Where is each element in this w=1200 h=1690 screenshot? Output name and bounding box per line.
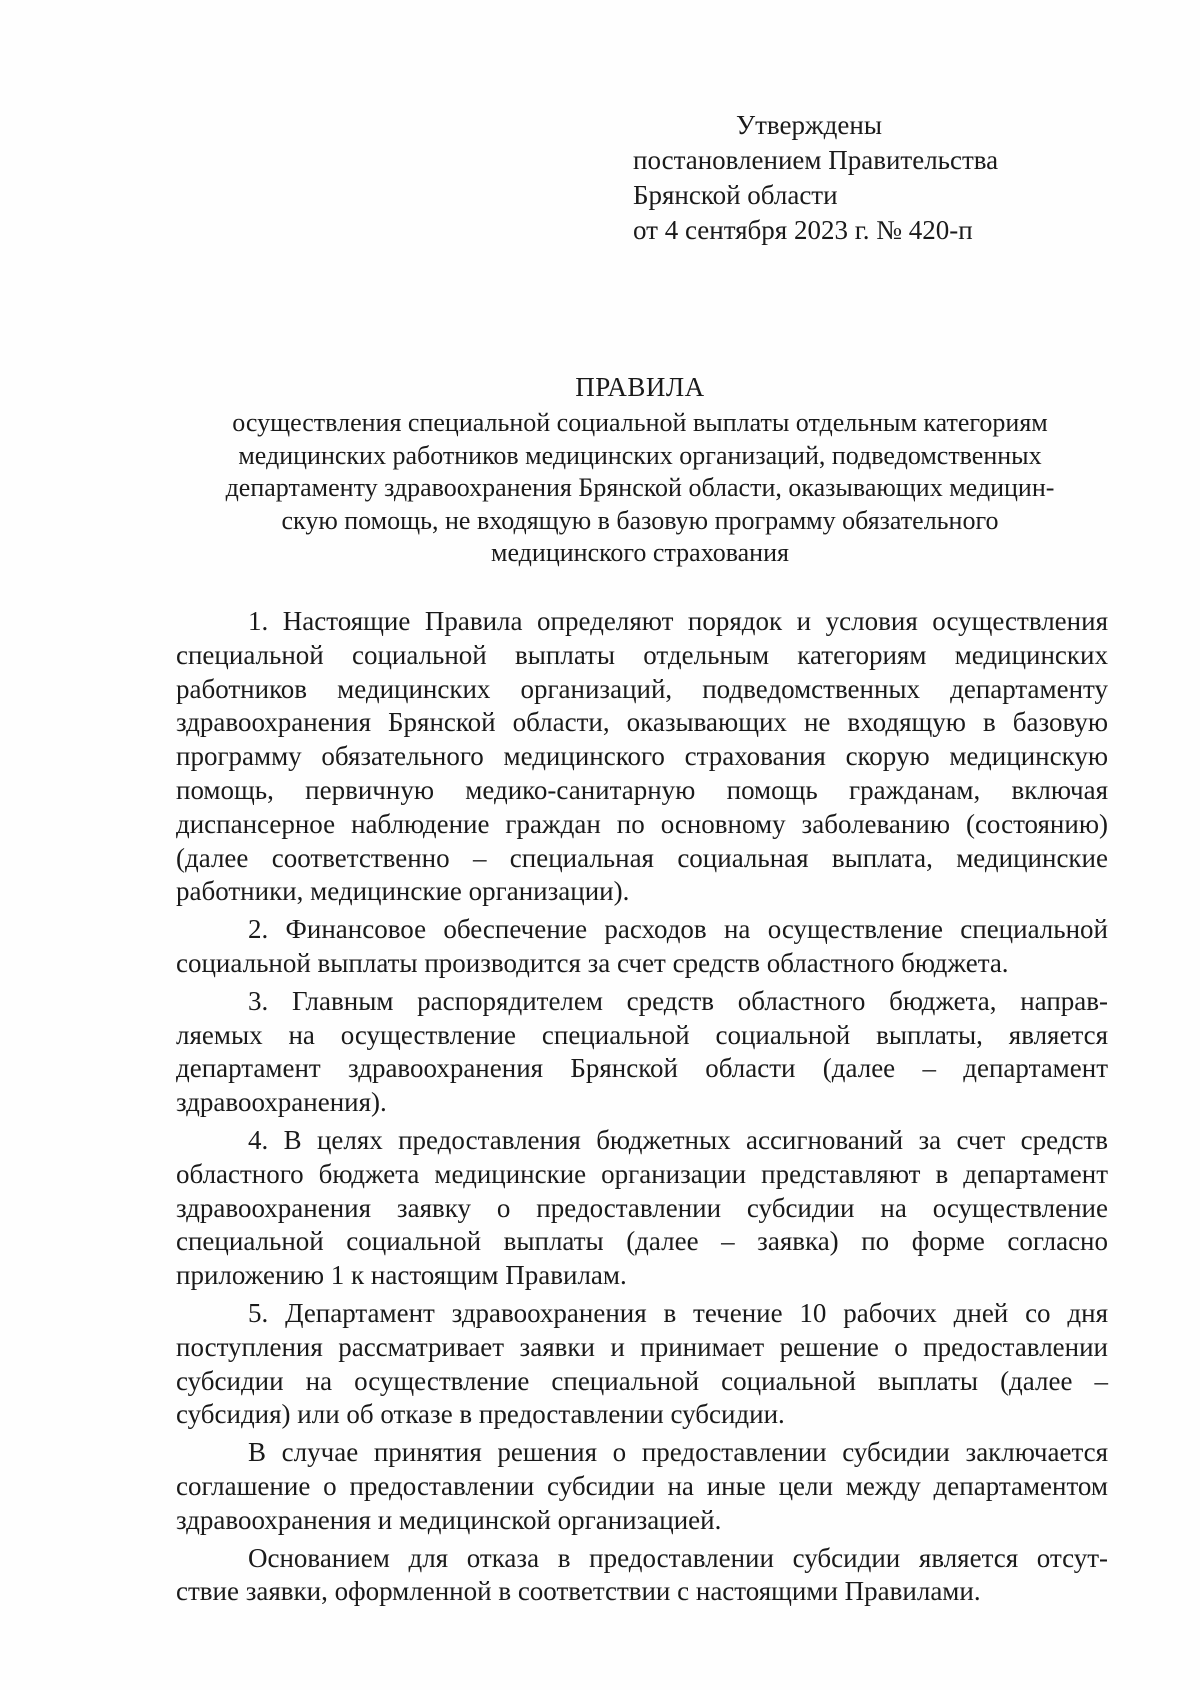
text-line: здравоохранения). — [176, 1087, 387, 1118]
subtitle-line: медицинского страхования — [491, 538, 789, 567]
document-body — [176, 605, 1108, 1613]
text-line: программу обязательного медицинского страхования скорую медицинскую — [176, 741, 1108, 772]
paragraph-7 — [176, 1542, 1108, 1610]
text-line: 1. Настоящие Правила определяют порядок и условия осуществления — [248, 606, 1108, 636]
subtitle-line: скую помощь, не входящую в базовую программу обязательного — [281, 505, 999, 535]
text-line: специальной социальной выплаты отдельным категориям медицинских — [176, 639, 1108, 670]
text-line: работники, медицинские организации). — [176, 876, 630, 907]
text-line: 2. Финансовое обеспечение расходов на осуществление специальной — [248, 914, 1108, 945]
text-line: 4. В целях предоставления бюджетных ассигнований за счет средств — [248, 1124, 1108, 1155]
paragraph-5 — [176, 1297, 1108, 1432]
text-line: поступления рассматривает заявки и принимает решение о предоставлении — [176, 1331, 1108, 1362]
text-line: ствие заявки, оформленной в соответствии с настоящими Правилами. — [176, 1576, 981, 1607]
text-line: (далее соответственно – специальная социальная выплата, медицинские — [176, 842, 1108, 873]
text-line: приложению 1 к настоящим Правилам. — [176, 1260, 627, 1291]
text-line: 5. Департамент здравоохранения в течение 10 рабочих дней со дня — [248, 1297, 1108, 1328]
approval-stamp — [633, 108, 1113, 248]
text-line: здравоохранения и медицинской организацией. — [176, 1504, 722, 1535]
paragraph-2 — [176, 913, 1108, 981]
approval-line: от 4 сентября 2023 г. № 420-п — [633, 215, 973, 245]
document-subtitle — [170, 407, 1110, 570]
paragraph-6 — [176, 1436, 1108, 1537]
text-line: В случае принятия решения о предоставлении субсидии заключается — [248, 1437, 1108, 1468]
text-line: соглашение о предоставлении субсидии на иные цели между департаментом — [176, 1470, 1108, 1501]
text-line: субсидия) или об отказе в предоставлении субсидии. — [176, 1399, 785, 1430]
document-title: ПРАВИЛА — [575, 372, 705, 402]
text-line: Основанием для отказа в предоставлении субсидии является отсут- — [248, 1542, 1108, 1573]
text-line: работников медицинских организаций, подведомственных департаменту — [176, 673, 1108, 704]
text-line: субсидии на осуществление специальной социальной выплаты (далее – — [176, 1365, 1108, 1396]
text-line: здравоохранения заявку о предоставлении субсидии на осуществление — [176, 1192, 1108, 1223]
text-line: специальной социальной выплаты (далее – заявка) по форме согласно — [176, 1226, 1108, 1257]
text-line: департамент здравоохранения Брянской области (далее – департамент — [176, 1053, 1108, 1084]
text-line: диспансерное наблюдение граждан по основному заболеванию (состоянию) — [176, 808, 1108, 839]
text-line: помощь, первичную медико-санитарную помощь гражданам, включая — [176, 774, 1108, 805]
subtitle-line: медицинских работников медицинских организаций, подведомственных — [238, 440, 1042, 470]
approval-line: постановлением Правительства — [633, 145, 999, 175]
text-line: здравоохранения Брянской области, оказывающих не входящую в базовую — [176, 707, 1108, 738]
subtitle-line: департаменту здравоохранения Брянской области, оказывающих медицин- — [225, 473, 1055, 502]
text-line: областного бюджета медицинские организации представляют в департамент — [176, 1158, 1108, 1189]
text-line: социальной выплаты производится за счет средств областного бюджета. — [176, 947, 1009, 978]
paragraph-3 — [176, 985, 1108, 1120]
approval-line: Брянской области — [633, 180, 838, 210]
text-line: ляемых на осуществление специальной социальной выплаты, является — [176, 1019, 1108, 1050]
subtitle-line: осуществления специальной социальной выплаты отдельным категориям — [232, 408, 1048, 437]
text-line: 3. Главным распорядителем средств областного бюджета, направ- — [248, 985, 1108, 1016]
paragraph-4 — [176, 1124, 1108, 1293]
approval-line: Утверждены — [736, 110, 882, 140]
paragraph-1 — [176, 605, 1108, 909]
